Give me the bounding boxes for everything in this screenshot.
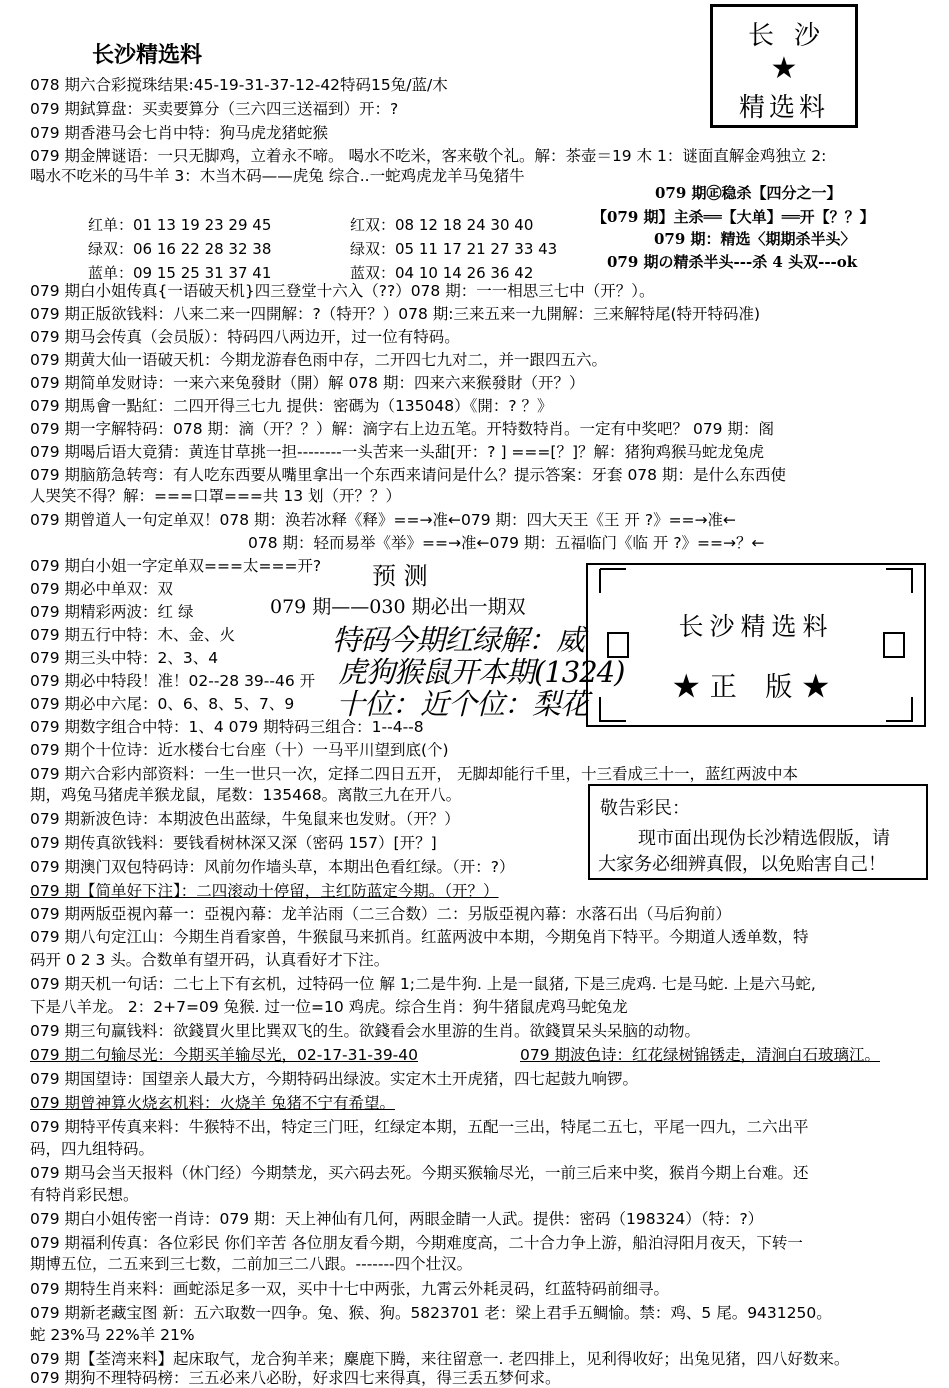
text-line: 码，四九组特码。 xyxy=(30,1140,155,1158)
text-line: 079 期简单发财诗：一来六来兔發財（開）解 078 期：四来六来猴發財（开？） xyxy=(30,374,585,392)
text-line: 079 期脑筋急转弯：有人吃东西要从嘴里拿出一个东西来请问是什么？提示答案：牙套 078 期：是什么东西使 xyxy=(30,466,786,484)
grid-green-double-b: 绿双：05 11 17 21 27 33 43 xyxy=(350,240,558,258)
text-line: 码开 0 2 3 头。合数单有望开码，认真看好才下注。 xyxy=(30,951,390,969)
text-line: 079 期【荃湾来料】起床取气，龙合狗羊来；麋鹿下腾，来往留意一. 老四排上，见利得收好；出兔见猪，四八好数来。 xyxy=(30,1350,850,1368)
text-line: 079 期白小姐一字定单双===太===开? xyxy=(30,557,322,575)
text-line: 079 期鉽算盘：买卖要算分（三六四三送福到）开：? xyxy=(30,100,399,118)
text-line: 079 期白小姐传密一肖诗：079 期：天上神仙有几何，两眼金睛一人武。提供：密码（198324）（特：?） xyxy=(30,1210,764,1228)
warning-title: 敬告彩民： xyxy=(600,798,690,819)
text-line: 喝水不吃米的马牛羊 3：木当木码——虎兔 综合..一蛇鸡虎龙羊马兔猪牛 xyxy=(30,167,525,185)
side-kill-1: 079 期㊣稳杀【四分之一】 xyxy=(655,184,842,202)
handwritten-line-1: 特码今期红绿解：威 xyxy=(332,623,585,657)
grid-blue-single: 蓝单：09 15 25 31 37 41 xyxy=(88,264,272,282)
stamp-subtitle: ★正 版★ xyxy=(672,672,840,703)
text-line: 079 期金牌谜语：一只无脚鸡，立着永不啼。 喝水不吃米，客来敬个礼。解：茶壶＝19 木 1：谜面直解金鸡独立 2: xyxy=(30,147,827,165)
text-line: 079 期必中单双：双 xyxy=(30,580,174,598)
handwritten-line-2: 虎狗猴鼠开本期(1324) xyxy=(338,655,625,689)
side-kill-4: 079 期の精杀半头---杀 4 头双---ok xyxy=(607,253,858,271)
text-line-underlined: 079 期二句输尽光：今期买羊输尽光，02-17-31-39-40 xyxy=(30,1046,419,1064)
side-kill-2: 【079 期】主杀══【大单】══开【？？】 xyxy=(592,208,875,226)
grid-green-double-a: 绿双：06 16 22 28 32 38 xyxy=(88,240,272,258)
authentic-stamp xyxy=(586,563,926,727)
text-line: 079 期新老藏宝图 新：五六取数一四争。兔、猴、狗。5823701 老：梁上君手五鲷愉。禁：鸡、5 尾。9431250。 xyxy=(30,1304,832,1322)
text-line: 079 期新波色诗：本期波色出蓝绿，牛兔鼠来也发财。（开？） xyxy=(30,810,460,828)
text-line: 079 期国望诗：国望亲人最大方，今期特码出绿波。实定木土开虎猪，四七起鼓九响锣。 xyxy=(30,1070,639,1088)
predict-line: 079 期——030 期必出一期双 xyxy=(270,596,526,618)
text-line: 079 期喝后语大竟猜：黄连甘草挑一担--------一头苦来一头甜[开：? ] ===[？]？解：猪狗鸡猴马蛇龙兔虎 xyxy=(30,443,764,461)
predict-heading: 预 测 xyxy=(372,562,428,590)
text-line: 079 期白小姐传真{一语破天机}四三登堂十六入（??）078 期：一一相思三七中（开？）。 xyxy=(30,282,655,300)
text-line: 079 期特平传真来料：牛猴特不出，特定三门旺，红绿定本期，五配一三出，特尾二五七，平尾一四九，二六出平 xyxy=(30,1118,809,1136)
text-line: 079 期必中特段！准！02--28 39--46 开 xyxy=(30,672,316,690)
text-line: 079 期馬會一點紅：二四开得三七九 提供：密碼为（135048）《開：? ？》 xyxy=(30,397,553,415)
text-line: 079 期八句定江山：今期生肖看家兽，牛猴鼠马来抓肖。红蓝两波中本期，今期兔肖下特平。今期道人透单数，特 xyxy=(30,928,809,946)
text-line-underlined: 079 期【简单好下注】：二四滚动十停留，主红防蓝定今期。（开？） xyxy=(30,882,499,900)
grid-red-double: 红双：08 12 18 24 30 40 xyxy=(350,216,534,234)
text-line-underlined: 079 期曾神算火烧玄机料：火烧羊 兔猪不宁有希望。 xyxy=(30,1094,395,1112)
text-line: 079 期三头中特：2、3、4 xyxy=(30,649,219,667)
warning-box xyxy=(588,784,928,880)
handwritten-line-3: 十位：近个位：梨花 xyxy=(336,687,589,721)
star-icon: ★ xyxy=(770,51,798,86)
text-line: 078 期：轻而易举《举》==→准←079 期：五福临门《临 开 ?》==→？← xyxy=(248,534,765,552)
text-line: 079 期福利传真：各位彩民 你们辛苦 各位朋友看今期，今期难度高，二十合力争上游，船泊浔阳月夜天，下转一 xyxy=(30,1234,803,1252)
text-line: 079 期三句赢钱料：欲錢買火里比巽双飞的生。欲錢看会水里游的生肖。欲錢買呆头呆脑的动物。 xyxy=(30,1022,701,1040)
text-line: 079 期传真欲钱料：要钱看树林深又深（密码 157）[开？] xyxy=(30,834,437,852)
text-line: 079 期数字组合中特：1、4 079 期特码三组合：1--4--8 xyxy=(30,718,424,736)
text-line: 有特肖彩民想。 xyxy=(30,1186,139,1204)
text-line: 079 期一字解特码：078 期：滴（开？？）解：滴字右上边五笔。开特数特肖。一定有中奖吧？ 079 期：阁 xyxy=(30,420,774,438)
text-line-underlined: 079 期波色诗：红花绿树锦锈走，清涧白石玻璃江。 xyxy=(520,1046,881,1064)
grid-red-single: 红单：01 13 19 23 29 45 xyxy=(88,216,272,234)
text-line: 079 期马会当天报料（休门经）今期禁龙，买六码去死。今期买猴输尽光，一前三后来中奖，猴肖今期上台难。还 xyxy=(30,1164,809,1182)
text-line: 079 期两版亞視內幕一：亞視內幕：龙羊沾雨（二三合数）二：另版亞視內幕：水落石出（马后狗前） xyxy=(30,905,732,923)
text-line: 079 期六合彩内部资料：一生一世只一次，定择二四日五开， 无脚却能行千里，十三看成三十一，蓝红两波中本 xyxy=(30,765,798,783)
logo-line-3: 精选料 xyxy=(738,93,829,123)
text-line: 079 期特生肖来料：画蛇添足多一双，买中十七中两张，九霄云外耗灵码，红蓝特码前细寻。 xyxy=(30,1280,670,1298)
text-line: 079 期五行中特：木、金、火 xyxy=(30,626,236,644)
text-line: 079 期天机一句话：二七上下有玄机，过特码一位 解 1;二是牛狗. 上是一鼠猪, 下是三虎鸡. 七是马蛇. 上是六马蛇, xyxy=(30,975,816,993)
text-line: 079 期曾道人一句定单双！078 期：涣若冰释《释》==→准←079 期：四大天王《王 开 ?》==→准← xyxy=(30,511,737,529)
grid-blue-double: 蓝双：04 10 14 26 36 42 xyxy=(350,264,534,282)
text-line: 079 期黄大仙一语破天机：今期龙游春色雨中存，二开四七九对二，并一跟四五六。 xyxy=(30,351,608,369)
text-line: 079 期狗不理特码榜：三五必来八必盼，好求四七来得真，得三丢五梦何求。 xyxy=(30,1369,561,1387)
text-line: 079 期香港马会七肖中特：狗马虎龙猪蛇猴 xyxy=(30,124,329,142)
text-line: 下是八羊龙。 2：2+7=09 兔猴. 过一位=10 鸡虎。综合生肖：狗牛猪鼠虎鸡马蛇兔龙 xyxy=(30,998,628,1016)
warning-line-2: 现市面出现伪长沙精选假版，请 xyxy=(638,828,890,849)
text-line: 期，鸡兔马猪虎羊猴龙鼠，尾数：135468。离散三九在开八。 xyxy=(30,786,462,804)
text-line: 人哭笑不得？解：===口罩===共 13 划（开？？） xyxy=(30,487,402,505)
text-line: 079 期马会传真（会员版）：特码四八两边开，过一位有特码。 xyxy=(30,328,460,346)
text-line: 079 期必中六尾：0、6、8、5、7、9 xyxy=(30,695,295,713)
warning-line-3: 大家务必细辨真假，以免贻害自己！ xyxy=(598,854,886,875)
logo-line-1: 长沙 xyxy=(747,21,840,51)
logo-box xyxy=(710,4,858,128)
text-line: 蛇 23%马 22%羊 21% xyxy=(30,1326,195,1344)
text-line: 079 期精彩两波：红 绿 xyxy=(30,603,194,621)
text-line: 079 期正版欲钱料：八来二来一四開解：?（特开？）078 期:三来五来一九開解：三来解特尾(特开特码准) xyxy=(30,305,761,323)
text-line: 期博五位，二五来到三七数，二前加三二八跟。-------四个壮汉。 xyxy=(30,1255,473,1273)
result-line: 078 期六合彩搅珠结果:45-19-31-37-12-42特码15兔/蓝/木 xyxy=(30,76,448,94)
stamp-title: 长沙精选料 xyxy=(678,612,834,641)
page-title: 长沙精选料 xyxy=(92,42,203,68)
side-kill-3: 079 期：精选〈期期杀半头〉 xyxy=(654,230,856,248)
text-line: 079 期个十位诗：近水楼台七台座（十）一马平川望到底(个) xyxy=(30,741,449,759)
text-line: 079 期澳门双包特码诗：风前勿作墙头草，本期出色看红绿。（开：?） xyxy=(30,858,515,876)
